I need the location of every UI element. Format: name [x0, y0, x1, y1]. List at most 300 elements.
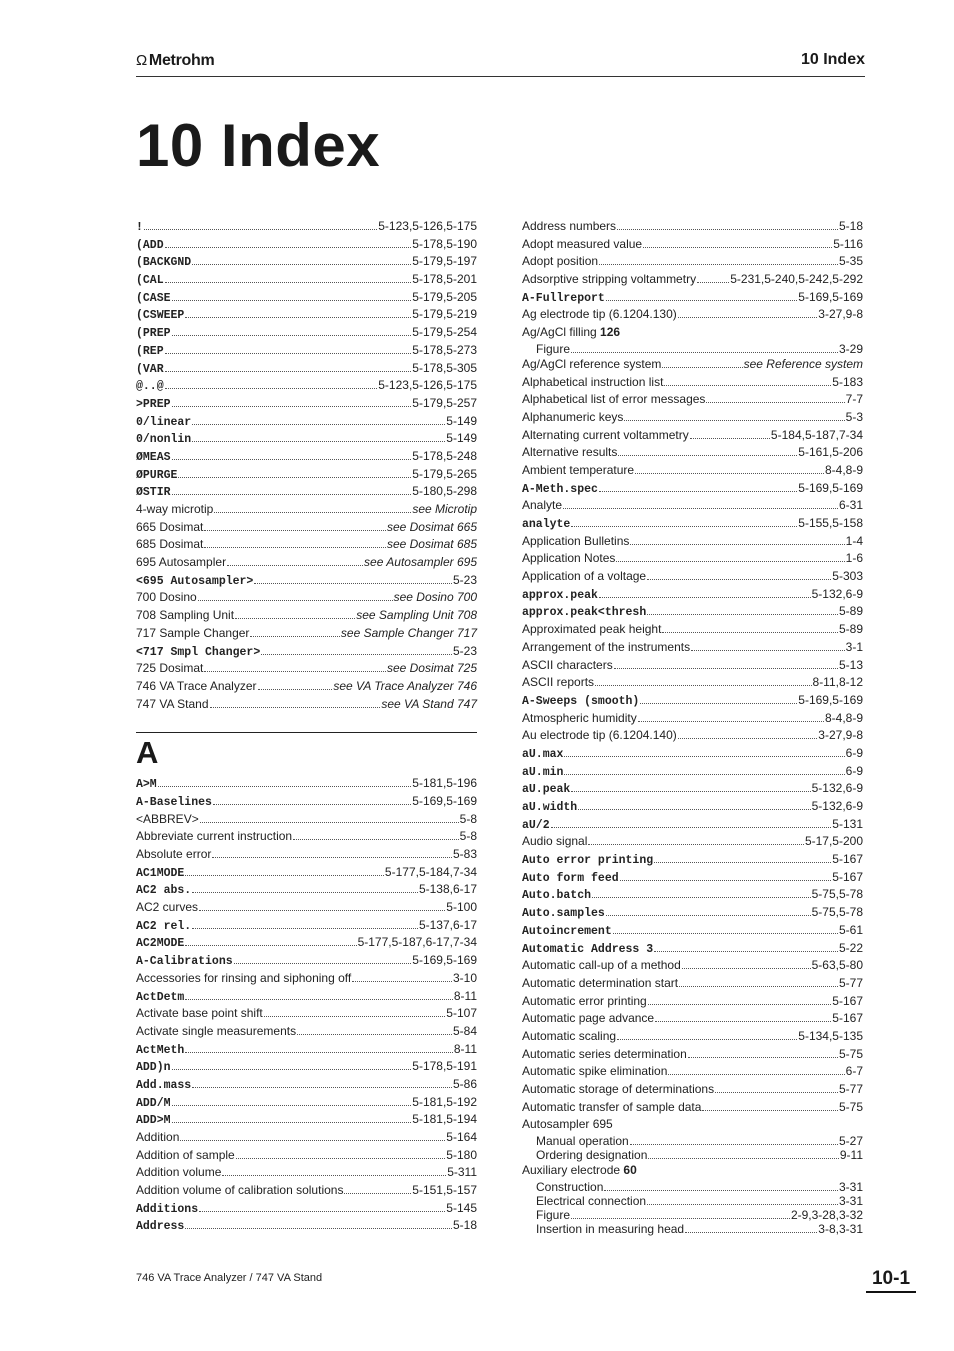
entry-term: Manual operation [536, 1134, 629, 1149]
entry-page-ref: 5-8 [459, 811, 477, 826]
entry-term: Autoincrement [522, 924, 612, 938]
entry-term: Activate base point shift [136, 1006, 263, 1021]
index-entry [136, 1217, 477, 1235]
entry-page-ref: 5-13 [838, 657, 863, 672]
entry-leader-dots [654, 942, 838, 952]
entry-page-ref: 5-178,5-248 [412, 448, 477, 463]
index-entry [136, 660, 477, 678]
entry-leader-dots [185, 990, 453, 1000]
entry-term: A-Sweeps (smooth) [522, 694, 640, 708]
entry-term: Adopt position [522, 254, 599, 269]
entry-leader-dots [250, 627, 339, 637]
index-entry [136, 607, 477, 625]
entry-page-ref: 5-179,5-257 [412, 395, 477, 410]
index-entry [522, 621, 863, 639]
entry-page-ref: 3-31 [838, 1179, 863, 1194]
entry-term: analyte [522, 518, 571, 531]
entry-leader-dots [679, 977, 838, 987]
entry-term: Approximated peak height [522, 622, 662, 637]
entry-page-ref: see Dosino 700 [393, 590, 477, 605]
entry-leader-dots [599, 588, 811, 598]
entry-page-ref: 5-179,5-197 [412, 254, 477, 269]
entry-term: Arrangement of the instruments [522, 639, 691, 654]
entry-leader-dots [685, 1223, 817, 1233]
entry-leader-dots [212, 848, 452, 858]
entry-leader-dots [564, 765, 844, 775]
entry-leader-dots [144, 220, 377, 230]
index-entry [136, 430, 477, 448]
index-entry [522, 462, 863, 480]
entry-term: (PREP [136, 327, 171, 341]
entry-page-ref: 5-18 [838, 219, 863, 233]
index-entry [136, 306, 477, 324]
entry-leader-dots [613, 924, 838, 934]
index-entry [522, 342, 863, 356]
index-entry [136, 793, 477, 811]
entry-leader-dots [715, 1083, 838, 1093]
entry-leader-dots [630, 1135, 838, 1145]
index-entry [522, 603, 863, 621]
entry-leader-dots [647, 570, 831, 580]
entry-term: 747 VA Stand [136, 696, 209, 711]
entry-leader-dots [620, 871, 832, 881]
entry-leader-dots [214, 503, 411, 513]
entry-term: 700 Dosino [136, 590, 197, 605]
index-entry [522, 975, 863, 993]
index-entry [522, 940, 863, 958]
index-entry [136, 811, 477, 829]
entry-page-ref: 5-75 [838, 1046, 863, 1061]
entry-term: >PREP [136, 397, 171, 411]
entry-leader-dots [702, 1101, 838, 1111]
index-entry [136, 589, 477, 607]
entry-leader-dots [654, 853, 831, 863]
footer-page-number: 10-1 [866, 1267, 916, 1293]
entry-page-ref: 5-151,5-157 [412, 1183, 477, 1198]
index-entry [136, 988, 477, 1006]
entry-page-ref: 5-169,5-169 [798, 692, 863, 707]
entry-page-ref: 5-83 [452, 847, 477, 861]
entry-page-ref: 5-169,5-169 [798, 480, 863, 495]
entry-page-ref: 1-4 [845, 533, 863, 548]
index-entry [136, 828, 477, 846]
entry-page-ref: 5-63,5-80 [811, 958, 863, 973]
index-entry [136, 625, 477, 643]
entry-term: Atmospheric humidity [522, 710, 637, 725]
entry-leader-dots [172, 291, 412, 301]
index-entry [136, 1111, 477, 1129]
entry-page-ref: see Sampling Unit 708 [356, 608, 477, 623]
entry-page-ref: see Dosimat 665 [386, 519, 477, 534]
index-entry [522, 1099, 863, 1117]
entry-term: Address [136, 1220, 185, 1234]
entry-leader-dots [172, 485, 412, 495]
entry-term: (CASE [136, 291, 171, 305]
entry-term: Activate single measurements [136, 1023, 297, 1038]
index-entry [522, 427, 863, 445]
entry-page-ref: 5-138,6-17 [418, 882, 477, 897]
entry-leader-dots [648, 995, 832, 1005]
entry-leader-dots [210, 698, 381, 708]
entry-leader-dots [204, 662, 386, 672]
index-entry [522, 1148, 863, 1162]
entry-page-ref: 5-167 [832, 869, 863, 884]
entry-page-ref: 5-17,5-200 [804, 834, 863, 849]
entry-page-ref: 5-75,5-78 [811, 905, 863, 920]
index-entry [522, 1063, 863, 1081]
entry-leader-dots [599, 482, 797, 492]
entry-leader-dots [204, 538, 386, 548]
entry-term: Abbreviate current instruction [136, 829, 293, 844]
entry-term: Alphabetical list of error messages [522, 392, 706, 407]
entry-term: Add.mass [136, 1078, 192, 1092]
entry-page-ref: 6-31 [838, 498, 863, 513]
entry-page-ref: 3-8,3-31 [818, 1221, 863, 1236]
entry-term: Additions [136, 1202, 199, 1216]
index-entry [136, 253, 477, 271]
entry-term: Addition of sample [136, 1147, 235, 1162]
entry-leader-dots [614, 659, 838, 669]
entry-term: 665 Dosimat [136, 519, 204, 534]
index-entry-parent [522, 1116, 863, 1134]
omega-icon: Ω [136, 52, 147, 69]
entry-leader-dots [604, 1181, 838, 1191]
index-entry [522, 692, 863, 710]
entry-page-ref: 6-9 [845, 763, 863, 778]
entry-term: approx.peak [522, 588, 598, 602]
entry-term: Automatic storage of determinations [522, 1082, 715, 1096]
logo-text: Metrohm [148, 52, 215, 69]
page-title: 10 Index [136, 112, 381, 179]
index-entry [522, 444, 863, 462]
index-entry [522, 374, 863, 392]
entry-term: Construction [536, 1179, 604, 1194]
entry-page-ref: 6-9 [845, 745, 863, 760]
entry-term: Adopt measured value [522, 236, 643, 251]
index-entry [522, 1081, 863, 1099]
entry-page-ref: 5-116 [833, 236, 863, 251]
entry-term: Electrical connection [536, 1193, 647, 1208]
entry-page-ref: 5-167 [832, 1011, 863, 1026]
entry-page-ref: 5-167 [832, 993, 863, 1008]
entry-page-ref: 5-134,5-135 [798, 1028, 863, 1043]
footer-product: 746 VA Trace Analyzer / 747 VA Stand [136, 1272, 323, 1284]
index-entry [136, 864, 477, 882]
entry-term: <695 Autosampler> [136, 574, 254, 588]
page-header [136, 50, 865, 77]
entry-term: ASCII characters [522, 657, 613, 672]
entry-leader-dots [564, 747, 844, 757]
entry-page-ref: 5-89 [838, 604, 863, 619]
index-entry [136, 395, 477, 413]
index-entry [136, 1023, 477, 1041]
entry-page-ref: 1-6 [845, 551, 863, 566]
entry-term: Insertion in measuring head [536, 1221, 685, 1236]
entry-leader-dots [261, 645, 452, 655]
entry-term: AC2MODE [136, 937, 185, 951]
index-entry [136, 483, 477, 501]
index-entry [136, 1147, 477, 1165]
entry-leader-dots [235, 609, 355, 619]
entry-leader-dots [706, 393, 844, 403]
index-entry [136, 934, 477, 952]
entry-leader-dots [595, 676, 811, 686]
entry-leader-dots [172, 1113, 412, 1123]
entry-page-ref: 5-181,5-196 [412, 776, 477, 791]
index-entry [522, 1194, 863, 1208]
index-entry [136, 1200, 477, 1218]
entry-leader-dots [697, 273, 729, 283]
entry-page-ref: 5-84 [452, 1023, 477, 1038]
entry-page-ref: 5-35 [838, 254, 863, 269]
entry-page-ref: 6-7 [845, 1064, 863, 1079]
entry-page-ref: 5-149 [446, 413, 477, 428]
entry-leader-dots [640, 694, 797, 704]
index-entry [522, 957, 863, 975]
entry-leader-dots [222, 1166, 446, 1176]
index-entry [522, 1134, 863, 1148]
entry-page-ref: 5-177,5-187,6-17,7-34 [357, 935, 477, 950]
entry-page-ref: 5-179,5-205 [412, 289, 477, 304]
index-entry [522, 993, 863, 1011]
entry-page-ref: 8-11 [453, 1041, 477, 1056]
entry-leader-dots [682, 959, 811, 969]
entry-term: Figure [536, 1207, 571, 1222]
index-entry [136, 342, 477, 360]
entry-page-ref: 5-132,6-9 [811, 586, 863, 601]
entry-term: aU/2 [522, 818, 550, 832]
entry-leader-dots [655, 1012, 831, 1022]
entry-leader-dots [664, 376, 831, 386]
entry-term: Automatic page advance [522, 1011, 655, 1026]
entry-page-ref: 5-100 [446, 900, 477, 915]
index-entry [136, 643, 477, 661]
index-entry [522, 851, 863, 869]
index-entry-parent [522, 1162, 863, 1180]
entry-leader-dots [617, 220, 838, 230]
entry-page-ref: 2-9,3-28,3-32 [790, 1207, 863, 1222]
index-entry [136, 377, 477, 395]
index-entry [522, 1046, 863, 1064]
entry-term: Au electrode tip (6.1204.140) [522, 728, 677, 743]
entry-leader-dots [344, 1184, 411, 1194]
entry-term: Automatic series determination [522, 1046, 687, 1061]
entry-leader-dots [264, 1007, 446, 1017]
entry-term: ADD)n [136, 1061, 171, 1075]
index-entry [136, 917, 477, 935]
index-entry [136, 1182, 477, 1200]
entry-page-ref: 5-23 [452, 643, 477, 658]
entry-page-ref: 5-8 [459, 829, 477, 844]
index-list-a [136, 775, 477, 1235]
entry-page-ref: 5-311 [447, 1165, 477, 1180]
entry-page-ref: 5-179,5-265 [412, 466, 477, 481]
entry-page-ref: 5-18 [452, 1218, 477, 1233]
entry-term: 708 Sampling Unit [136, 608, 235, 623]
entry-term: Ambient temperature [522, 462, 635, 477]
entry-leader-dots [647, 605, 838, 615]
entry-term: Auto.batch [522, 889, 592, 903]
entry-leader-dots [630, 535, 844, 545]
entry-leader-dots [606, 291, 797, 301]
entry-term: A-Meth.spec [522, 482, 598, 496]
entry-page-ref: 5-183 [832, 374, 863, 389]
entry-page-ref: 5-61 [838, 922, 863, 937]
entry-leader-dots [192, 1078, 452, 1088]
index-entry [136, 324, 477, 342]
entry-page-ref: 5-303 [832, 569, 863, 584]
entry-leader-dots [624, 411, 844, 421]
index-entry [136, 554, 477, 572]
entry-term: Automatic scaling [522, 1028, 617, 1043]
entry-term: (CSWEEP [136, 309, 185, 323]
entry-leader-dots [172, 326, 412, 336]
entry-leader-dots [185, 866, 384, 876]
entry-leader-dots [254, 574, 452, 584]
entry-term: Auto form feed [522, 871, 619, 885]
entry-page-ref: see VA Trace Analyzer 746 [333, 678, 477, 693]
index-entry [136, 289, 477, 307]
entry-page-ref: 5-123,5-126,5-175 [378, 378, 477, 393]
entry-page-ref: see Autosampler 695 [364, 555, 477, 570]
entry-leader-dots [172, 397, 412, 407]
entry-leader-dots [172, 1060, 412, 1070]
entry-page-ref: see Dosimat 685 [386, 537, 477, 552]
entry-leader-dots [293, 830, 459, 840]
entry-leader-dots [571, 343, 838, 353]
entry-leader-dots [192, 919, 418, 929]
index-entry [522, 568, 863, 586]
entry-term: Analyte [522, 498, 563, 513]
entry-page-ref: 5-178,5-190 [412, 236, 477, 251]
entry-term: ActDetm [136, 990, 185, 1004]
entry-page-ref: 5-178,5-191 [412, 1059, 477, 1074]
entry-leader-dots [192, 883, 418, 893]
entry-leader-dots [165, 273, 412, 283]
entry-page-ref: 8-4,8-9 [824, 710, 863, 725]
entry-leader-dots [178, 468, 411, 478]
index-entry [522, 497, 863, 515]
entry-page-ref: 3-10 [452, 970, 477, 985]
entry-leader-dots [688, 1048, 838, 1058]
index-entry [522, 1028, 863, 1046]
entry-leader-dots [635, 464, 824, 474]
index-entry [522, 904, 863, 922]
entry-leader-dots [234, 954, 412, 964]
entry-page-ref: 5-155,5-158 [798, 516, 863, 530]
entry-page-ref: 5-131 [832, 816, 863, 831]
index-entry [136, 1005, 477, 1023]
entry-leader-dots [563, 499, 838, 509]
entry-page-ref: 3-1 [845, 639, 863, 654]
index-list-a-continued [522, 218, 863, 1236]
entry-page-ref: 5-164 [446, 1130, 477, 1144]
entry-term: aU.width [522, 801, 578, 814]
entry-page-ref: 3-27,9-8 [818, 728, 863, 743]
entry-term: AC2 rel. [136, 919, 192, 933]
index-entry [136, 536, 477, 554]
entry-term: Ordering designation [536, 1148, 648, 1163]
entry-leader-dots [616, 552, 844, 562]
index-entry [522, 674, 863, 692]
entry-leader-dots [165, 238, 412, 248]
entry-term: (BACKGND [136, 256, 192, 270]
index-entry [522, 1180, 863, 1194]
index-entry [522, 550, 863, 568]
entry-page-ref: 5-23 [452, 572, 477, 587]
entry-term: Autosampler 695 [522, 1117, 613, 1132]
entry-term: (ADD [136, 238, 164, 252]
index-entry [522, 218, 863, 236]
index-entry [136, 881, 477, 899]
entry-term: @..@ [136, 380, 164, 394]
entry-page-ref: 5-89 [838, 622, 863, 637]
index-entry [522, 886, 863, 904]
entry-leader-dots [192, 432, 445, 442]
index-entry [522, 657, 863, 675]
entry-page-ref: 7-7 [845, 392, 863, 407]
index-entry [136, 218, 477, 236]
entry-leader-dots [678, 308, 818, 318]
entry-page-ref: see Dosimat 725 [386, 661, 477, 676]
entry-term: <ABBREV> [136, 811, 199, 826]
entry-figure-number: 60 [623, 1163, 637, 1178]
entry-page-ref: 5-86 [452, 1076, 477, 1091]
index-entry [136, 1076, 477, 1094]
entry-term: approx.peak<thresh [522, 606, 647, 620]
entry-term: Application Notes [522, 551, 616, 566]
entry-term: 0/linear [136, 415, 192, 429]
entry-page-ref: 5-75 [838, 1099, 863, 1114]
entry-leader-dots [158, 777, 412, 787]
entry-term: A-Fullreport [522, 291, 605, 305]
entry-page-ref: see VA Stand 747 [381, 696, 477, 711]
entry-term: Ag electrode tip (6.1204.130) [522, 307, 677, 322]
entry-term: AC1MODE [136, 866, 185, 880]
entry-page-ref: 9-11 [839, 1148, 863, 1163]
entry-term: (CAL [136, 274, 164, 288]
index-entry [136, 1041, 477, 1059]
entry-leader-dots [588, 835, 804, 845]
index-entry [522, 586, 863, 604]
entry-leader-dots [180, 1131, 445, 1141]
entry-leader-dots [192, 415, 445, 425]
entry-page-ref: 5-22 [838, 940, 863, 955]
index-entry [136, 501, 477, 519]
entry-page-ref: 3-29 [838, 341, 863, 356]
entry-page-ref: 5-184,5-187,7-34 [770, 427, 863, 442]
entry-term: Automatic spike elimination [522, 1064, 668, 1079]
index-entry [136, 466, 477, 484]
index-entry [522, 409, 863, 427]
index-entry [522, 869, 863, 887]
entry-term: Alphanumeric keys [522, 409, 624, 424]
index-entry [522, 763, 863, 781]
index-entry [522, 798, 863, 816]
index-entry [522, 391, 863, 409]
entry-term: Automatic error printing [522, 993, 647, 1008]
entry-term: ActMeth [136, 1043, 185, 1057]
index-entry [522, 356, 863, 374]
metrohm-logo [136, 52, 214, 70]
index-list-symbols [136, 218, 477, 713]
entry-term: <717 Smpl Changer> [136, 645, 261, 659]
section-heading-a: A [136, 732, 477, 775]
entry-term: 685 Dosimat [136, 537, 204, 552]
entry-term: Automatic transfer of sample data [522, 1099, 702, 1114]
index-entry [522, 816, 863, 834]
entry-term: Auto error printing [522, 854, 654, 868]
